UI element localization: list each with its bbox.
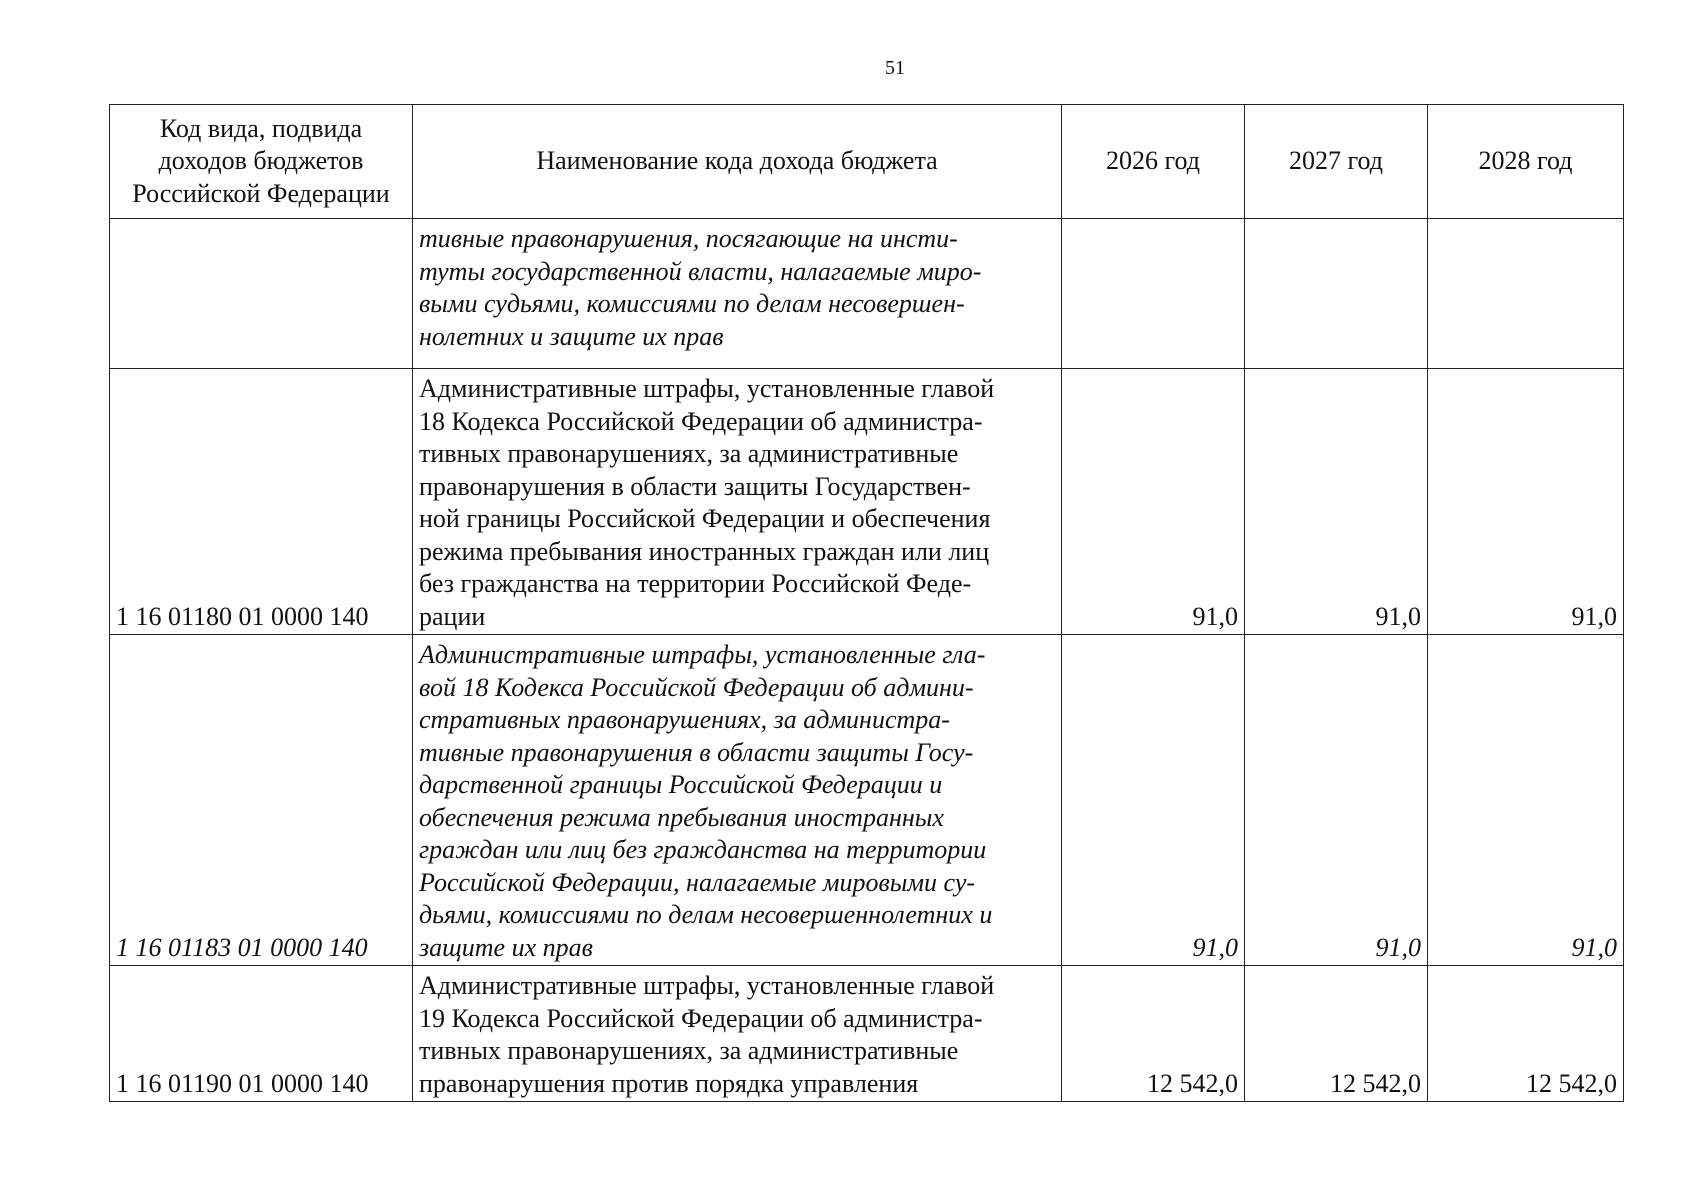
header-code-line: Российской Федерации — [132, 178, 390, 208]
value-2027-cell: 91,0 — [1245, 635, 1428, 966]
value-2027-cell: 91,0 — [1245, 369, 1428, 635]
income-name-line: Административные штрафы, установленные главой — [419, 374, 995, 403]
income-name-line: выми судьями, комиссиями по делам несовершен- — [419, 289, 965, 318]
income-name-line: нолетних и защите их прав — [419, 321, 724, 351]
income-name-cell — [413, 219, 1062, 369]
header-year-2027: 2027 год — [1245, 105, 1428, 219]
header-year-2028: 2028 год — [1428, 105, 1624, 219]
value-2028-cell: 91,0 — [1428, 635, 1624, 966]
income-name-line: дьями, комиссиями по делам несовершеннолетних и — [419, 900, 993, 929]
income-name-line: Административные штрафы, установленные главой — [419, 971, 995, 1000]
income-code-cell: 1 16 01180 01 0000 140 — [110, 369, 413, 635]
income-name-line: тивные правонарушения в области защиты Госу- — [419, 737, 974, 767]
header-code-line: доходов бюджетов — [158, 146, 364, 176]
income-name-line: правонарушения в области защиты Государствен- — [419, 471, 971, 501]
income-name-line: стративных правонарушениях, за администра- — [419, 705, 950, 734]
value-2026-cell — [1062, 219, 1245, 369]
income-name-line: Российской Федерации, налагаемые мировыми су- — [419, 867, 976, 897]
header-name: Наименование кода дохода бюджета — [413, 105, 1062, 219]
table-row — [110, 635, 1624, 966]
income-name-line: правонарушения против порядка управления — [419, 1068, 919, 1098]
value-2028-cell: 91,0 — [1428, 369, 1624, 635]
value-2028-cell — [1428, 219, 1624, 369]
header-year-2026: 2026 год — [1062, 105, 1245, 219]
income-code-cell: 1 16 01183 01 0000 140 — [110, 635, 413, 966]
income-name-line: 19 Кодекса Российской Федерации об администра- — [419, 1003, 983, 1033]
income-name-line: вой 18 Кодекса Российской Федерации об админи- — [419, 672, 974, 702]
budget-income-table — [109, 104, 1624, 1102]
income-name-line: дарственной границы Российской Федерации и — [419, 770, 943, 799]
value-2028-cell: 12 542,0 — [1428, 966, 1624, 1102]
income-name-line: 18 Кодекса Российской Федерации об администра- — [419, 406, 983, 436]
income-code-cell: 1 16 01190 01 0000 140 — [110, 966, 413, 1102]
value-2026-cell: 91,0 — [1062, 635, 1245, 966]
income-name-line: тивные правонарушения, посягающие на инсти- — [419, 224, 958, 253]
value-2026-cell: 91,0 — [1062, 369, 1245, 635]
income-name-line: граждан или лиц без гражданства на территории — [419, 835, 987, 864]
income-name-line: режима пребывания иностранных граждан или лиц — [419, 536, 990, 566]
table-header-row — [110, 105, 1624, 219]
table-row — [110, 966, 1624, 1102]
value-2026-cell: 12 542,0 — [1062, 966, 1245, 1102]
income-name-cell — [413, 635, 1062, 966]
income-name-line: ной границы Российской Федерации и обеспечения — [419, 504, 991, 533]
income-code-cell — [110, 219, 413, 369]
income-name-line: рации — [419, 601, 486, 631]
income-name-cell — [413, 369, 1062, 635]
header-code-line: Код вида, подвида — [159, 113, 363, 143]
header-code — [110, 105, 413, 219]
income-name-line: тивных правонарушениях, за административные — [419, 1036, 959, 1065]
income-name-cell — [413, 966, 1062, 1102]
table-row — [110, 369, 1624, 635]
income-name-line: обеспечения режима пребывания иностранных — [419, 802, 944, 832]
page-number: 51 — [885, 57, 905, 79]
table-row — [110, 219, 1624, 369]
income-name-line: защите их прав — [419, 932, 593, 962]
income-name-line: без гражданства на территории Российской Феде- — [419, 569, 972, 598]
income-name-line: Административные штрафы, установленные гла- — [419, 640, 986, 669]
income-name-line: туты государственной власти, налагаемые миро- — [419, 256, 982, 286]
value-2027-cell: 12 542,0 — [1245, 966, 1428, 1102]
value-2027-cell — [1245, 219, 1428, 369]
income-name-line: тивных правонарушениях, за административные — [419, 439, 959, 468]
